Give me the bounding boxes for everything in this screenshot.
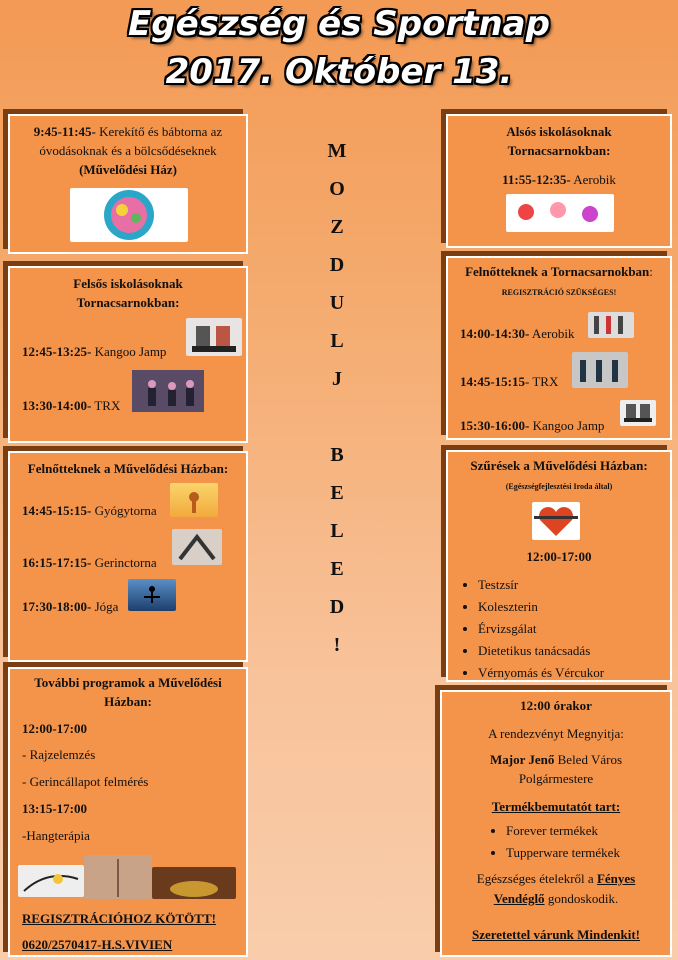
- slogan-letter: D: [329, 596, 345, 618]
- slogan-letter: !: [333, 634, 341, 656]
- slogan-letter: Z: [330, 216, 344, 238]
- screenings-subtitle: (Egészségfejlesztési Iroda által): [505, 482, 613, 491]
- lower-school-title1: Alsós iskolásoknak: [506, 124, 612, 139]
- spine-back-image: [84, 855, 152, 899]
- closing-text: Szeretettel várunk Mindenkit!: [471, 927, 641, 942]
- lower-school-item: 11:55-12:35- Aerobik: [502, 172, 616, 187]
- slogan-letter: D: [329, 254, 345, 276]
- adults-culture-item: 14:45-15:15- Gyógytorna: [22, 503, 157, 518]
- box-adults-gym: [446, 256, 672, 440]
- box-further-programs: [8, 667, 248, 957]
- adults-culture-item: 17:30-18:00- Jóga: [22, 599, 119, 614]
- registration-phone: 0620/2570417-H.S.VIVIEN: [22, 937, 173, 952]
- slogan-letter: L: [330, 330, 344, 352]
- box-opening: [440, 690, 672, 957]
- slogan-letter: L: [330, 520, 344, 542]
- sunset-fitness-image: [170, 483, 218, 517]
- bird-drawing-image: [18, 865, 84, 897]
- screening-item: • Testzsír: [478, 577, 670, 593]
- adults-gym-item: 14:00-14:30- Aerobik: [460, 326, 575, 341]
- further-item: - Gerincállapot felmérés: [22, 774, 149, 789]
- box-lower-school: [446, 114, 672, 248]
- opening-mayor: Major Jenő Beled Város: [489, 752, 623, 767]
- registration-required: REGISZTRÁCIÓHOZ KÖTÖTT!: [22, 911, 216, 926]
- slogan-letter: O: [329, 178, 345, 200]
- upper-school-title2: Tornacsarnokban:: [76, 295, 180, 310]
- kindergarten-place: (Művelődési Ház): [79, 162, 177, 177]
- slogan-letter: E: [330, 482, 344, 504]
- stretching-image: [172, 529, 222, 565]
- box-kindergarten: [8, 114, 248, 254]
- screenings-title: Szűrések a Művelődési Házban:: [470, 458, 648, 473]
- event-date: 2017. Október 13.: [165, 52, 513, 92]
- slogan-letter: E: [330, 558, 344, 580]
- further-title2: Házban:: [104, 694, 152, 709]
- upper-school-title1: Felsős iskolásoknak: [73, 276, 183, 291]
- kangoo-boots-image: [186, 318, 242, 356]
- product-item: • Tupperware termékek: [506, 845, 670, 861]
- upper-school-item: 12:45-13:25- Kangoo Jamp: [22, 344, 167, 359]
- screenings-list: [448, 577, 670, 681]
- screening-item: • Érvizsgálat: [478, 621, 670, 637]
- kindergarten-text: Kerekítő és bábtorna az óvodásoknak és a bölcsődéseknek: [39, 124, 223, 158]
- screenings-time: 12:00-17:00: [526, 549, 592, 564]
- box-adults-culture-house: [8, 451, 248, 662]
- puppet-logo-image: [70, 188, 188, 242]
- heart-dumbbell-image: [532, 502, 580, 540]
- slogan-letter: U: [329, 292, 345, 314]
- further-time1: 12:00-17:00: [22, 721, 87, 736]
- product-list: [494, 823, 670, 861]
- adults-gym-item: 14:45-15:15- TRX: [460, 374, 559, 389]
- slogan-letter: M: [327, 140, 347, 162]
- adults-culture-title: Felnőtteknek a Művelődési Házban:: [27, 461, 229, 476]
- aerobic-banner-image: [506, 194, 614, 232]
- food-line: Egészséges ételekről a Fényes Vendéglő gondoskodik.: [476, 871, 636, 906]
- further-item: - Rajzelemzés: [22, 747, 96, 762]
- slogan-letter: J: [332, 368, 342, 390]
- trx-image: [132, 370, 204, 412]
- opening-time: 12:00 órakor: [520, 698, 592, 713]
- box-screenings: [446, 450, 672, 682]
- aerobic-group-image: [588, 312, 634, 338]
- event-title: Egészség és Sportnap: [128, 4, 550, 44]
- yoga-image: [128, 579, 176, 611]
- further-time2: 13:15-17:00: [22, 801, 87, 816]
- screening-item: • Koleszterin: [478, 599, 670, 615]
- sound-therapy-image: [152, 867, 236, 899]
- opening-line1: A rendezvényt Megnyitja:: [488, 726, 624, 741]
- opening-line3: Polgármestere: [518, 771, 594, 786]
- adults-gym-title: Felnőtteknek a Tornacsarnokban:: [465, 264, 653, 279]
- trx-group-image: [572, 352, 628, 388]
- screening-item: • Dietetikus tanácsadás: [478, 643, 670, 659]
- product-item: • Forever termékek: [506, 823, 670, 839]
- adults-gym-item: 15:30-16:00- Kangoo Jamp: [460, 418, 605, 433]
- lower-school-title2: Tornacsarnokban:: [507, 143, 611, 158]
- further-item: -Hangterápia: [22, 828, 90, 843]
- box-upper-school: [8, 266, 248, 443]
- adults-culture-item: 16:15-17:15- Gerinctorna: [22, 555, 157, 570]
- product-heading: Termékbemutatót tart:: [491, 799, 621, 814]
- slogan-letter: B: [330, 444, 344, 466]
- kindergarten-time: 9:45-11:45-: [33, 124, 96, 139]
- upper-school-item: 13:30-14:00- TRX: [22, 398, 121, 413]
- adults-gym-note: REGISZTRÁCIÓ SZÜKSÉGES!: [501, 288, 617, 297]
- screening-item: • Vérnyomás és Vércukor: [478, 665, 670, 681]
- further-title1: További programok a Művelődési: [34, 675, 222, 690]
- kangoo-boots-image-2: [620, 400, 656, 426]
